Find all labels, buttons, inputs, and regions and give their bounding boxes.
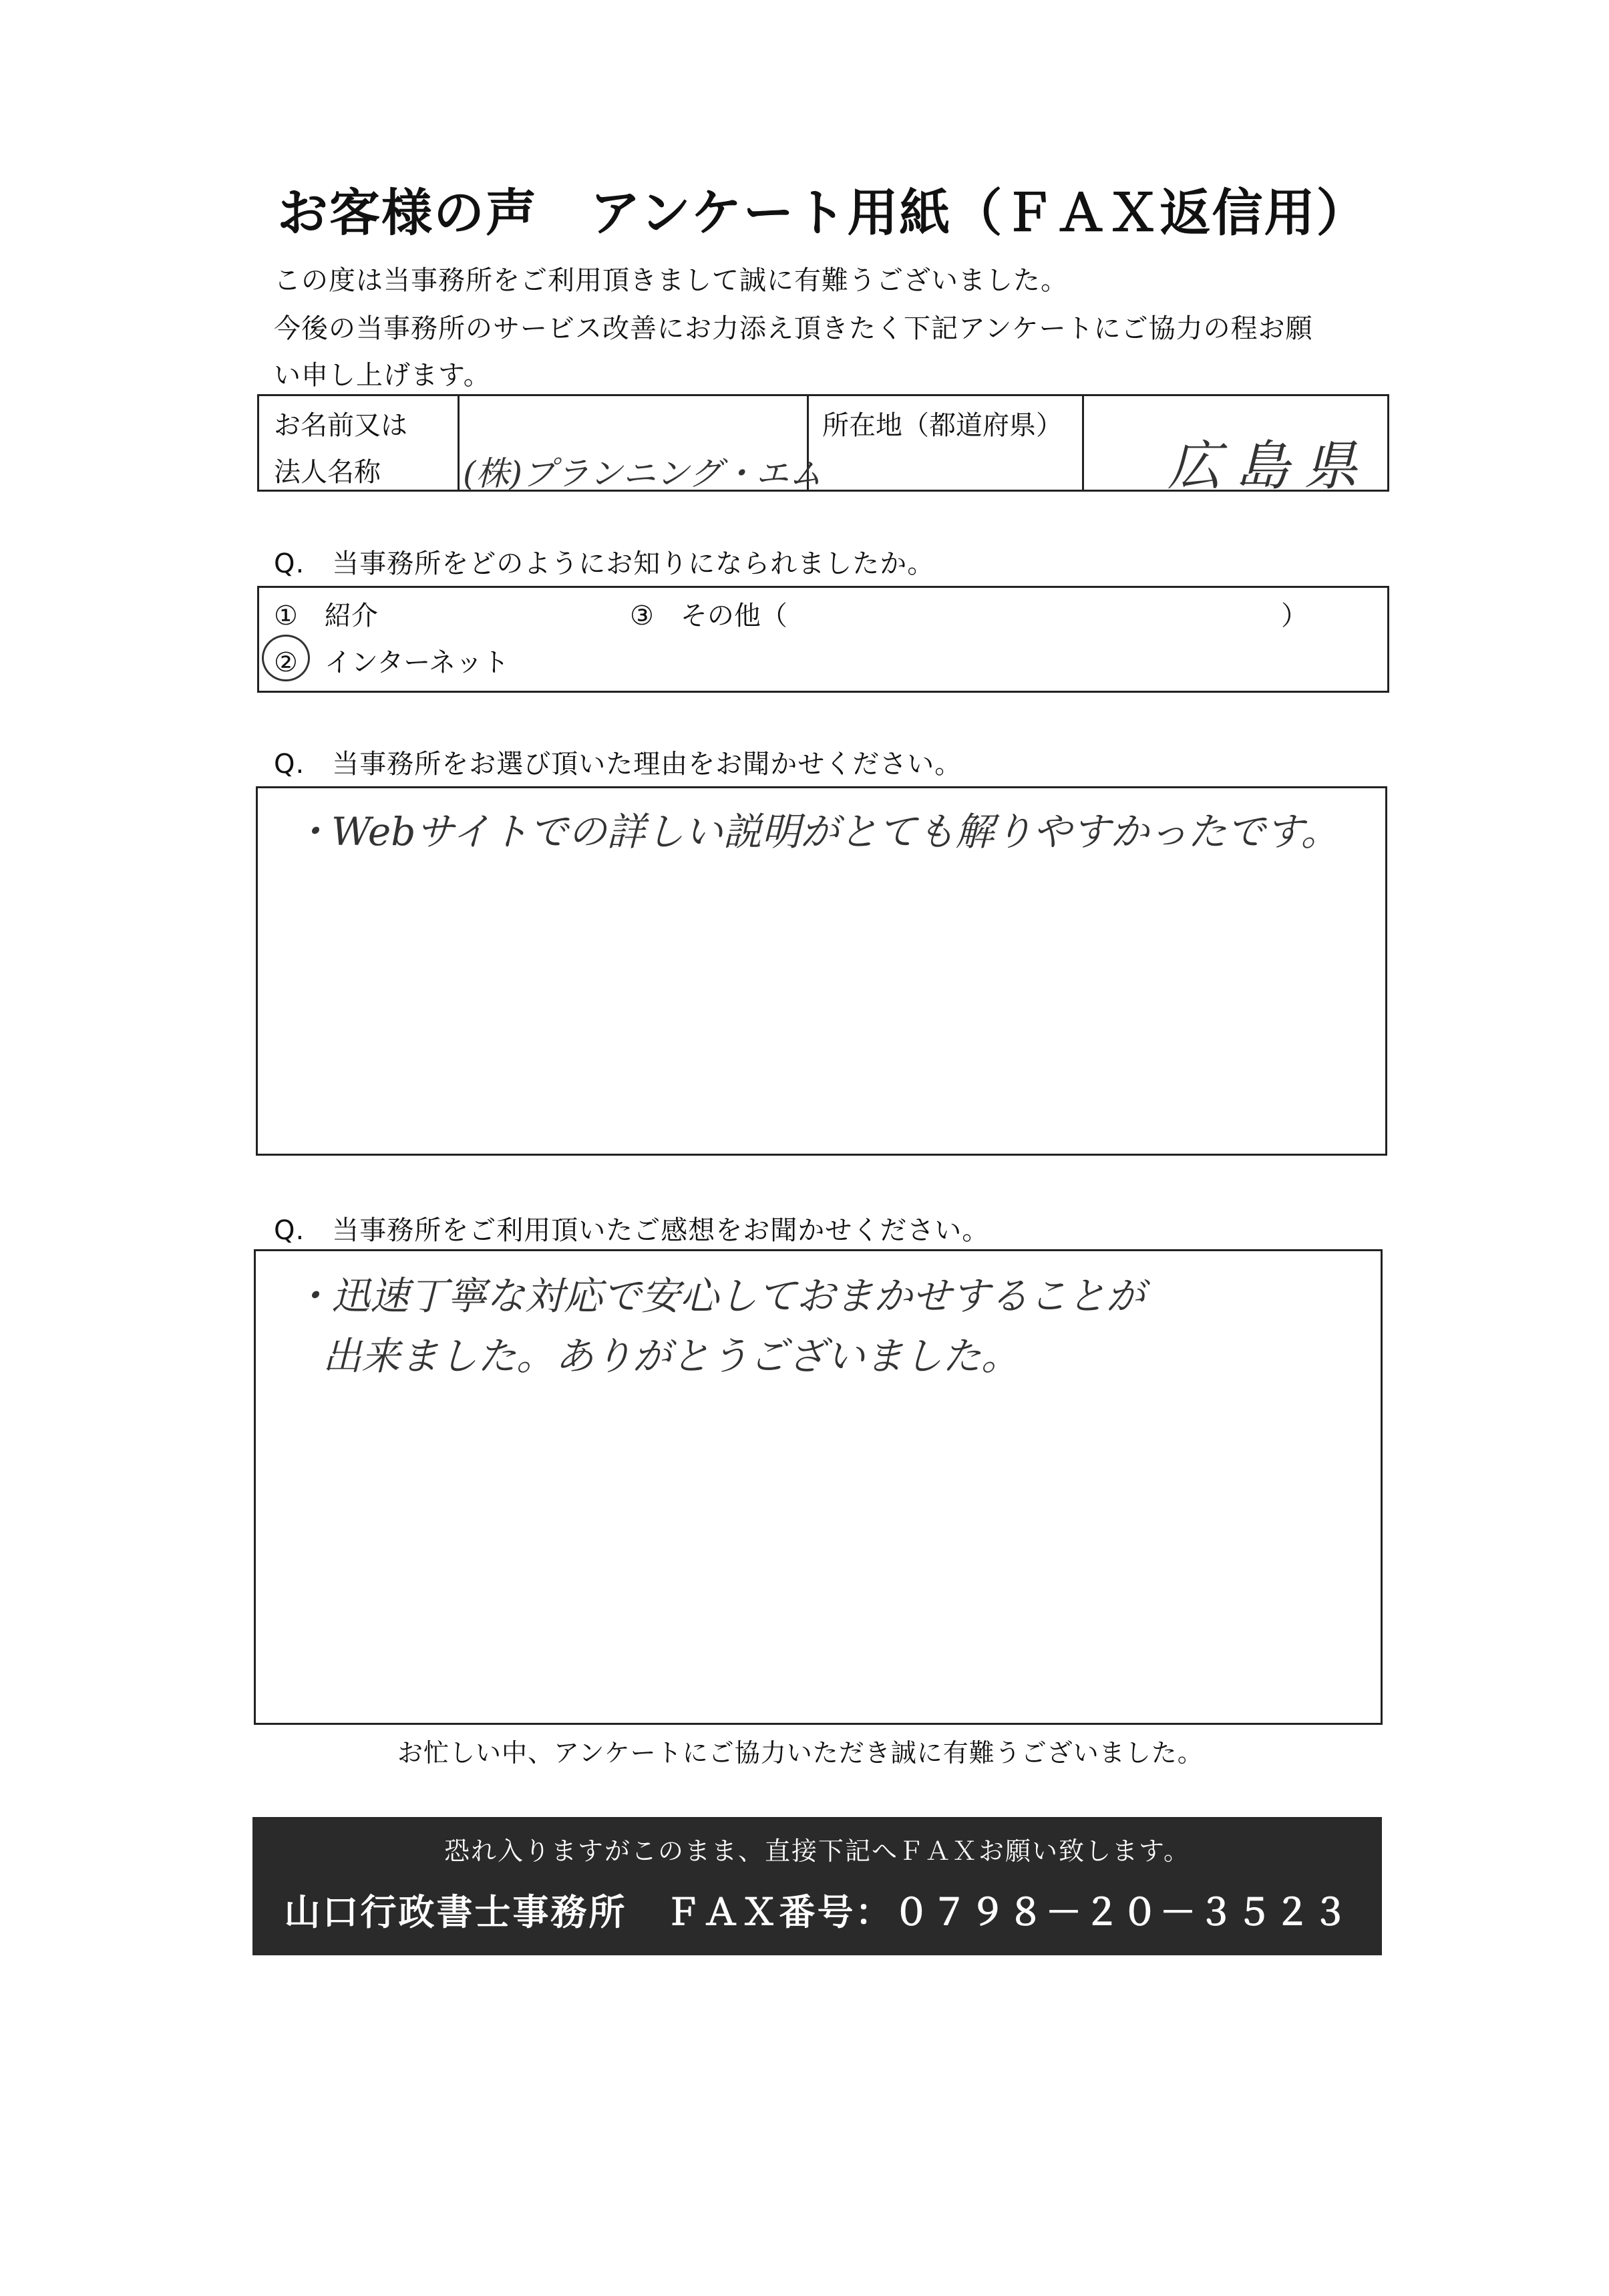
option-3-number: ③	[630, 601, 654, 631]
q2-answer: ・Webサイトでの詳しい説明がとても解りやすかったです。	[293, 809, 1340, 854]
q1-question: Q. 当事務所をどのようにお知りになられましたか。	[274, 548, 935, 579]
location-field[interactable]: 広島県	[1168, 435, 1372, 497]
q1-options-box	[257, 586, 1389, 693]
name-label-2: 法人名称	[274, 457, 381, 488]
name-label-1: お名前又は	[274, 410, 407, 441]
option-2-label: インターネット	[324, 647, 510, 678]
q1-option-3[interactable]	[630, 595, 787, 633]
q1-option-1[interactable]	[274, 595, 378, 633]
footer-instruction: 恐れ入りますがこのまま、直接下記へＦＡＸお願い致します。	[444, 1836, 1190, 1866]
thanks-text: お忙しい中、アンケートにご協力いただき誠に有難うございました。	[397, 1738, 1204, 1768]
option-1-label: 紹介	[324, 601, 378, 631]
option-3-close-paren: ）	[1281, 601, 1308, 631]
q3-answer-line-1: ・迅速丁寧な対応で安心しておまかせすることが	[293, 1273, 1145, 1319]
intro-line-2: 今後の当事務所のサービス改善にお力添え頂きたく下記アンケートにご協力の程お願	[274, 313, 1313, 344]
selected-mark-icon	[262, 635, 310, 681]
q3-question: Q. 当事務所をご利用頂いたご感想をお聞かせください。	[274, 1215, 990, 1246]
intro-line-3: い申し上げます。	[274, 360, 491, 391]
form-title: お客様の声 アンケート用紙（ＦＡＸ返信用）	[277, 183, 1369, 242]
q2-question: Q. 当事務所をお選び頂いた理由をお聞かせください。	[274, 749, 962, 780]
option-1-number: ①	[274, 601, 298, 631]
info-table	[257, 394, 1389, 497]
fax-footer	[252, 1817, 1382, 1955]
option-3-label: その他（	[680, 601, 787, 631]
footer-fax-number: 山口行政書士事務所 ＦＡＸ番号：０７９８－２０－３５２３	[284, 1891, 1351, 1933]
option-2-number: ②	[274, 647, 298, 678]
location-label: 所在地（都道府県）	[822, 410, 1063, 441]
q2-answer-box[interactable]	[256, 786, 1387, 1156]
q3-answer-line-2: 出来ました。ありがとうございました。	[323, 1333, 1021, 1379]
intro-line-1: この度は当事務所をご利用頂きまして誠に有難うございました。	[274, 265, 1068, 296]
name-field[interactable]: (株)プランニング・エム	[463, 454, 823, 493]
q3-answer-box[interactable]	[254, 1249, 1383, 1725]
